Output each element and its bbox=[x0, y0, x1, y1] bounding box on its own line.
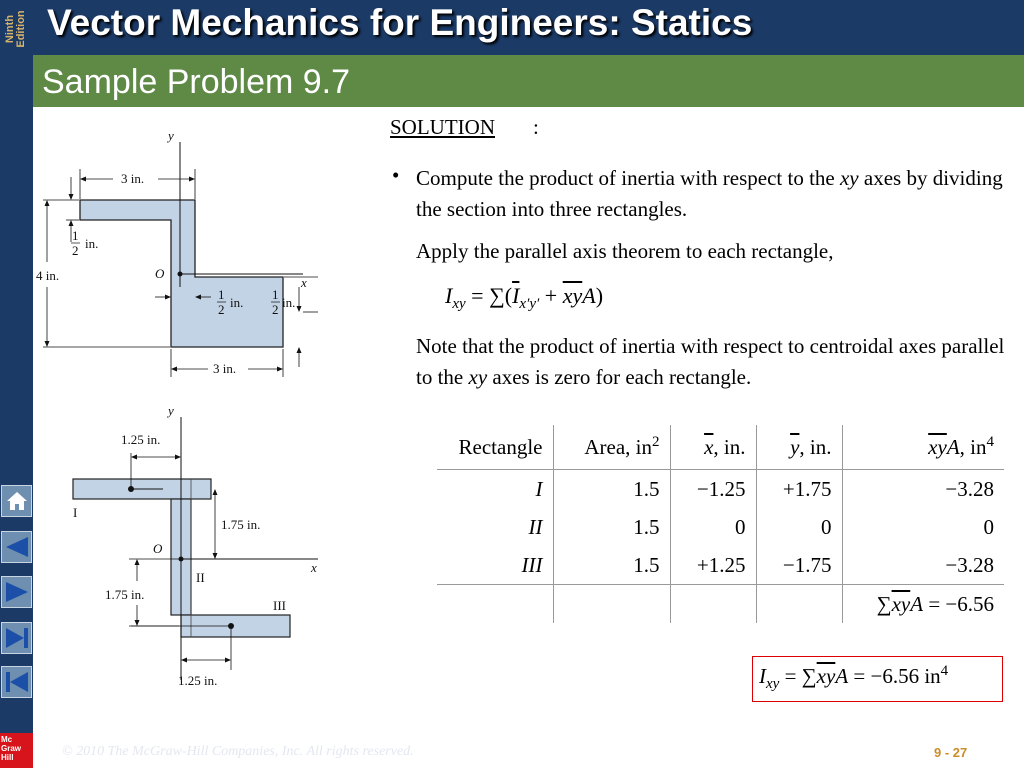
table-cell: −3.28 bbox=[945, 552, 994, 577]
column-header-area-text: Area, in bbox=[584, 435, 652, 459]
column-header-rectangle: Rectangle bbox=[437, 425, 553, 470]
rectangle-i-label: I bbox=[73, 505, 78, 520]
rectangles-diagram bbox=[33, 395, 333, 695]
result-box: $I_{xy} = \sum\overline{xy}A = -6.56$ $in^4$ bbox=[752, 656, 1003, 702]
lower-offset-dimension: 1.75 in. bbox=[105, 587, 145, 602]
last-slide-icon bbox=[4, 626, 30, 650]
bullet-text-part: axes by dividing the section into three rectangles. bbox=[416, 166, 1003, 221]
rectangle-name: III bbox=[521, 552, 543, 577]
table-cell bbox=[756, 585, 842, 624]
back-icon bbox=[4, 535, 30, 559]
upper-offset-dimension: 1.75 in. bbox=[221, 517, 261, 532]
home-icon bbox=[5, 489, 29, 513]
first-slide-button[interactable] bbox=[1, 666, 32, 698]
web-dimension-den: 2 bbox=[218, 302, 225, 317]
top-offset-dimension: 1.25 in. bbox=[121, 432, 161, 447]
section-dimensions-diagram bbox=[33, 107, 323, 387]
flange-dimension-unit: in. bbox=[85, 236, 99, 251]
sum-value: −6.56 bbox=[945, 591, 994, 616]
table-cell: −1.25 bbox=[670, 470, 756, 509]
sum-cell: $\sum\overline{xy}A = -6.56$ bbox=[842, 585, 1004, 624]
table-cell bbox=[437, 585, 553, 624]
bottom-flange-dimension-unit: in. bbox=[282, 295, 296, 310]
rectangle-name: I bbox=[535, 476, 543, 501]
solution-colon: : bbox=[533, 115, 539, 139]
rectangle-iii-label: III bbox=[273, 598, 286, 613]
column-header-y: $\overline{y}$, in. bbox=[756, 425, 842, 470]
slide-title: Sample Problem 9.7 bbox=[42, 63, 351, 101]
table-cell bbox=[437, 470, 553, 509]
rectangles-figure bbox=[33, 395, 333, 695]
bullet-text bbox=[416, 163, 1016, 225]
table-cell: 1.5 bbox=[553, 508, 670, 546]
app-title: Vector Mechanics for Engineers: Statics bbox=[47, 2, 753, 43]
table-cell bbox=[437, 508, 553, 546]
table-row bbox=[437, 470, 1004, 509]
note-text-part: Note that the product of inertia with respect to centroidal axes parallel to the bbox=[416, 334, 1005, 389]
solution-heading-text: SOLUTION bbox=[390, 115, 495, 139]
first-slide-icon bbox=[4, 670, 30, 694]
y-axis-label-2: y bbox=[168, 403, 174, 418]
flange-dimension-num: 1 bbox=[72, 228, 79, 243]
page-number: 9 - 27 bbox=[934, 745, 968, 760]
rectangle-ii-label: II bbox=[196, 570, 205, 585]
publisher-logo bbox=[0, 733, 33, 768]
web-dimension-num: 1 bbox=[218, 287, 225, 302]
edition-badge bbox=[0, 0, 33, 70]
origin-label: O bbox=[155, 266, 165, 281]
section-dimensions-figure bbox=[33, 107, 323, 387]
bullet-text-axes: xy bbox=[839, 166, 859, 190]
apply-text: Apply the parallel axis theorem to each rectangle, bbox=[416, 239, 834, 263]
back-button[interactable] bbox=[1, 531, 32, 563]
note-text-part: axes is zero for each rectangle. bbox=[487, 365, 752, 389]
left-sidebar bbox=[0, 0, 33, 768]
logo-line-3: Hill bbox=[1, 753, 14, 762]
column-header-xya: $\overline{xy}A$, $in^4$ bbox=[842, 425, 1004, 470]
x-axis-label-2: x bbox=[311, 560, 317, 575]
next-icon bbox=[4, 580, 30, 604]
logo-line-2: Graw bbox=[1, 744, 22, 753]
title-bar bbox=[33, 0, 1024, 55]
bullet-text-part: Compute the product of inertia with respect to the bbox=[416, 166, 840, 190]
rectangle-name: II bbox=[528, 514, 543, 539]
column-header-area: Area, $in^2$ bbox=[553, 425, 670, 470]
table-row bbox=[437, 546, 1004, 585]
table-cell: 1.5 bbox=[553, 546, 670, 585]
table-cell: 0 bbox=[670, 508, 756, 546]
table-cell: 0 bbox=[983, 514, 994, 539]
table-cell bbox=[670, 585, 756, 624]
table-cell bbox=[437, 546, 553, 585]
top-width-dimension: 3 in. bbox=[121, 171, 145, 186]
column-header-x: $\overline{x}$, in. bbox=[670, 425, 756, 470]
logo-line-1: Mc bbox=[1, 735, 13, 744]
table-cell: 0 bbox=[756, 508, 842, 546]
last-slide-button[interactable] bbox=[1, 622, 32, 654]
table-cell: 1.5 bbox=[553, 470, 670, 509]
results-table bbox=[437, 425, 1004, 623]
bottom-flange-dimension-den: 2 bbox=[272, 302, 279, 317]
flange-dimension-den: 2 bbox=[72, 243, 79, 258]
y-axis-label: y bbox=[168, 128, 174, 143]
table-cell: +1.75 bbox=[756, 470, 842, 509]
home-button[interactable] bbox=[1, 485, 32, 517]
next-button[interactable] bbox=[1, 576, 32, 608]
bottom-width-dimension: 3 in. bbox=[213, 361, 237, 376]
table-cell: −3.28 bbox=[945, 476, 994, 501]
height-dimension: 4 in. bbox=[36, 268, 60, 283]
origin-label-2: O bbox=[153, 541, 163, 556]
x-axis-label: x bbox=[301, 275, 307, 290]
copyright-notice: © 2010 The McGraw-Hill Companies, Inc. All rights reserved. bbox=[62, 744, 414, 759]
parallel-axis-formula: $I_{xy} = \sum(\overline{I}_{x'y'} + \overline{x}\overline{y}A)$ bbox=[445, 283, 604, 312]
web-dimension-unit: in. bbox=[230, 295, 244, 310]
result-value: −6.56 in bbox=[870, 664, 941, 688]
table-sum-row bbox=[437, 585, 1004, 624]
bottom-offset-dimension: 1.25 in. bbox=[178, 673, 218, 688]
bullet-marker: • bbox=[392, 163, 400, 187]
edition-label: Ninth Edition bbox=[4, 10, 27, 48]
slide-title-bar bbox=[33, 55, 1024, 107]
table-header-row bbox=[437, 425, 1004, 470]
table-cell: +1.25 bbox=[670, 546, 756, 585]
table-row bbox=[437, 508, 1004, 546]
table-cell: −1.75 bbox=[756, 546, 842, 585]
bottom-flange-dimension-num: 1 bbox=[272, 287, 279, 302]
note-text-axes: xy bbox=[468, 365, 488, 389]
note-text bbox=[416, 331, 1016, 393]
solution-heading bbox=[390, 115, 495, 140]
table-cell bbox=[553, 585, 670, 624]
